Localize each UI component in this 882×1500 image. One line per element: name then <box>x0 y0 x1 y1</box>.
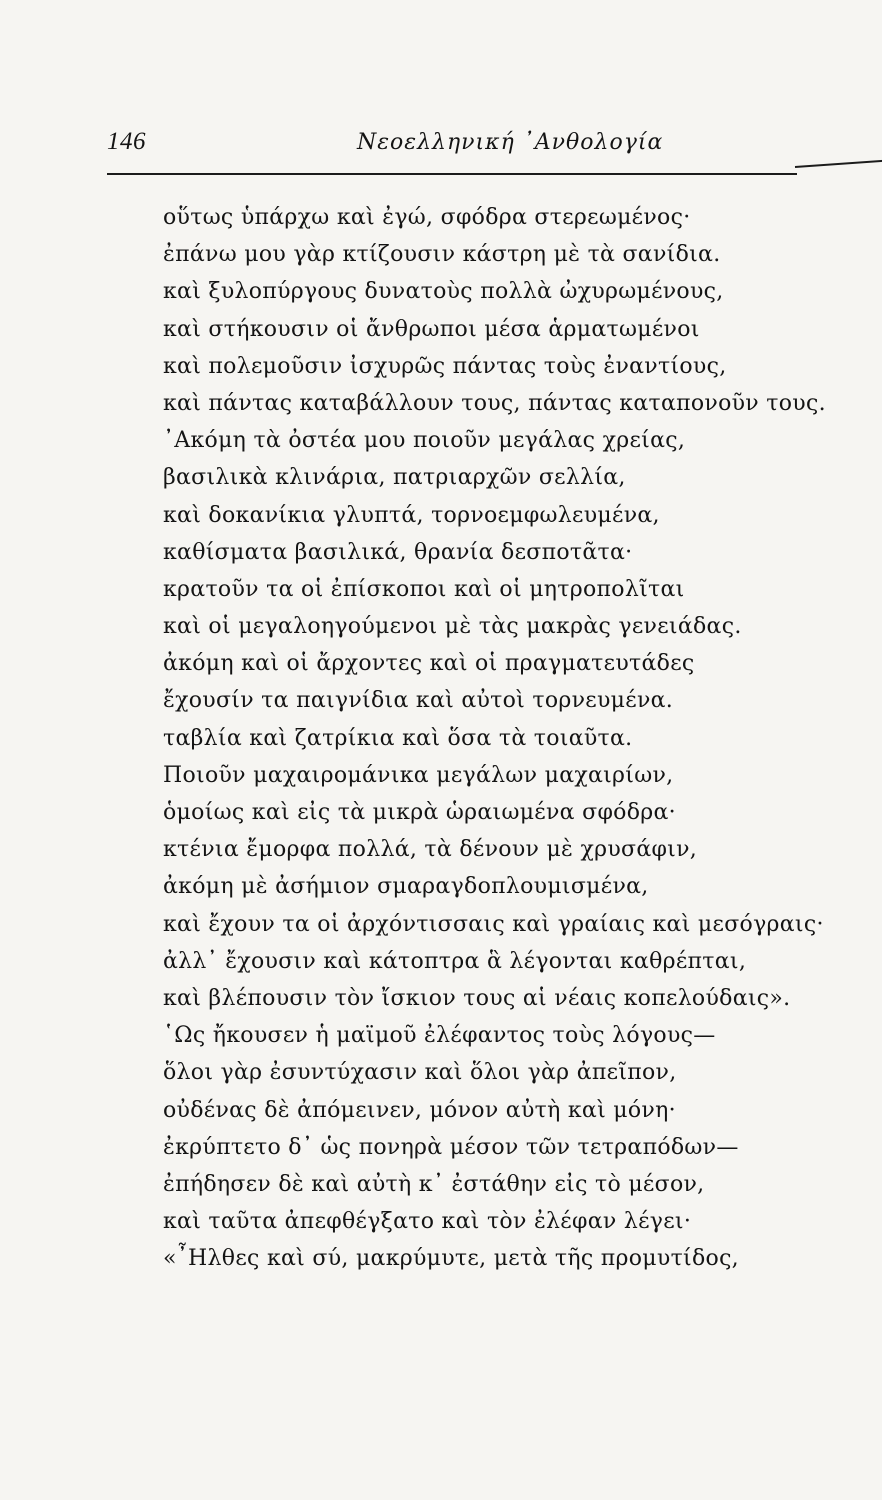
verse-line: ἀκόμη καὶ οἱ ἄρχοντες καὶ οἱ πραγματευτάδες <box>163 651 695 677</box>
verse-line: καὶ δοκανίκια γλυπτά, τορνοεμφωλευμένα, <box>163 502 660 528</box>
verse-line: Ποιοῦν μαχαιρομάνικα μεγάλων μαχαιρίων, <box>163 762 674 788</box>
verse-line: ὅλοι γὰρ ἐσυντύχασιν καὶ ὅλοι γὰρ ἀπεῖπον, <box>163 1060 677 1086</box>
verse-line: κτένια ἔμορφα πολλά, τὰ δένουν μὲ χρυσάφιν, <box>163 837 698 863</box>
verse-line: καὶ ταῦτα ἀπεφθέγξατο καὶ τὸν ἐλέφαν λέγει· <box>163 1209 692 1235</box>
verse-line: καὶ στήκουσιν οἱ ἄνθρωποι μέσα ἁρματωμένοι <box>163 316 700 342</box>
verse-line: καὶ πάντας καταβάλλουν τους, πάντας καταπονοῦν τους. <box>163 390 826 416</box>
verse-line: ἔχουσίν τα παιγνίδια καὶ αὐτοὶ τορνευμένα. <box>163 688 674 714</box>
verse-line: ῾Ως ἤκουσεν ἡ μαϊμοῦ ἐλέφαντος τοὺς λόγους— <box>163 1023 716 1049</box>
verse-line: οὕτως ὑπάρχω καὶ ἐγώ, σφόδρα στερεωμένος· <box>163 205 691 230</box>
verse-line: ἐπήδησεν δὲ καὶ αὐτὴ κ᾿ ἐστάθην εἰς τὸ μέσον, <box>163 1171 705 1197</box>
verse-line: ἐπάνω μου γὰρ κτίζουσιν κάστρη μὲ τὰ σανίδια. <box>163 242 721 268</box>
verse-line: καὶ πολεμοῦσιν ἰσχυρῶς πάντας τοὺς ἐναντίους, <box>163 353 727 379</box>
verse-line: οὐδένας δὲ ἀπόμεινεν, μόνον αὐτὴ καὶ μόνη· <box>163 1097 676 1123</box>
verse-line: ὁμοίως καὶ εἰς τὰ μικρὰ ὡραιωμένα σφόδρα· <box>163 800 676 825</box>
header-rule <box>107 173 797 175</box>
page-header <box>107 128 867 168</box>
page-number: 146 <box>107 128 146 155</box>
verse-line: ἀλλ᾿ ἔχουσιν καὶ κάτοπτρα ἃ λέγονται καθρέπται, <box>163 948 747 974</box>
verse-line: βασιλικὰ κλινάρια, πατριαρχῶν σελλία, <box>163 465 626 491</box>
verse-line: καὶ βλέπουσιν τὸν ἴσκιον τους αἱ νέαις κοπελούδαις». <box>163 985 791 1011</box>
verse-line: ἀκόμη μὲ ἀσήμιον σμαραγδοπλουμισμένα, <box>163 874 649 900</box>
verse-line: ᾿Ακόμη τὰ ὀστέα μου ποιοῦν μεγάλας χρείας, <box>163 428 686 454</box>
verse-line: ταβλία καὶ ζατρίκια καὶ ὅσα τὰ τοιαῦτα. <box>163 725 633 751</box>
poem-text <box>163 199 863 1277</box>
verse-line: ἐκρύπτετο δ᾿ ὡς πονηρὰ μέσον τῶν τετραπόδων— <box>163 1134 739 1160</box>
verse-line: καθίσματα βασιλικά, θρανία δεσποτᾶτα· <box>163 539 633 565</box>
verse-line: «῏Ηλθες καὶ σύ, μακρύμυτε, μετὰ τῆς προμυτίδος, <box>163 1246 739 1272</box>
verse-line: καὶ ἔχουν τα οἱ ἀρχόντισσαις καὶ γραίαις καὶ μεσόγραις· <box>163 911 824 937</box>
verse-line: καὶ οἱ μεγαλοηγούμενοι μὲ τὰς μακρὰς γενειάδας. <box>163 614 742 640</box>
running-title: Νεοελληνική ᾿Ανθολογία <box>357 130 664 155</box>
verse-line: κρατοῦν τα οἱ ἐπίσκοποι καὶ οἱ μητροπολῖται <box>163 576 685 602</box>
verse-line: καὶ ξυλοπύργους δυνατοὺς πολλὰ ὠχυρωμένους, <box>163 279 724 305</box>
